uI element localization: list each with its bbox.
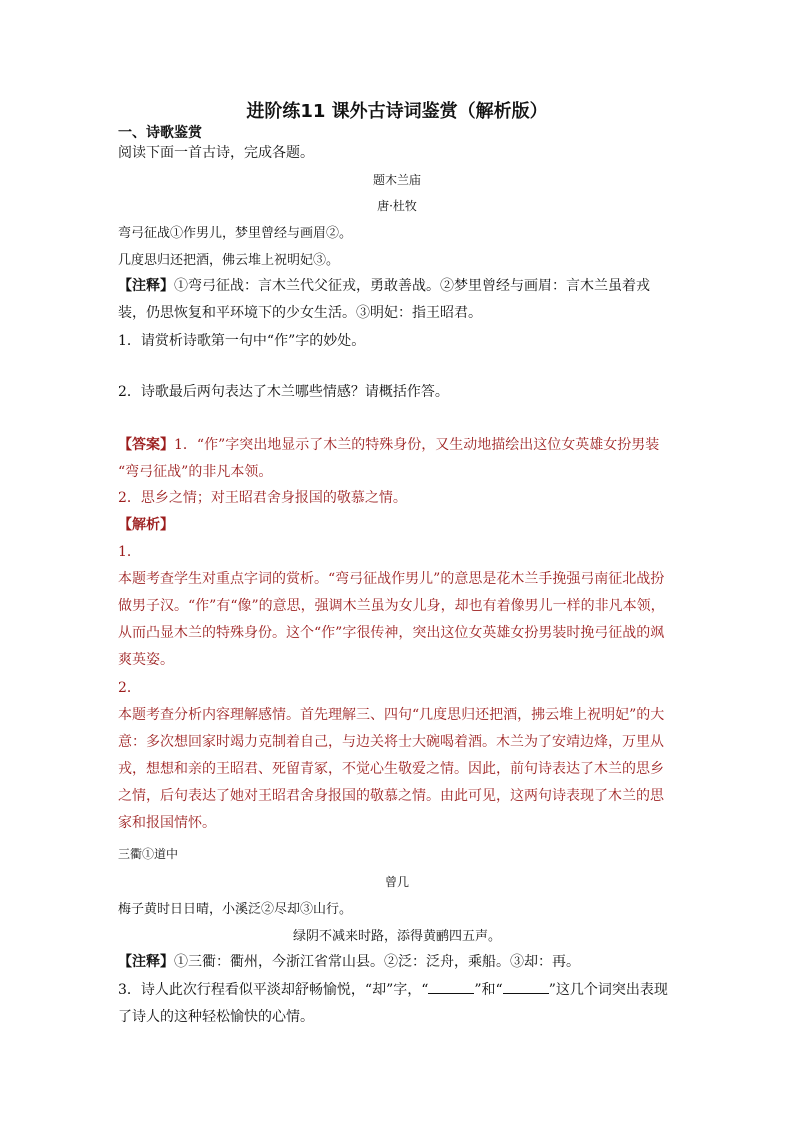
instruction: 阅读下面一首古诗，完成各题。 (118, 145, 314, 161)
question-3-part1: 3．诗人此次行程看似平淡却舒畅愉悦，“却”字，“ (118, 982, 429, 998)
poem1-line1: 弯弓征战①作男儿，梦里曾经与画眉②。 (118, 226, 353, 241)
poem1-line2: 几度思归还把酒，佛云堆上祝明妃③。 (118, 253, 340, 268)
analysis-p2-line5: 家和报国情怀。 (118, 815, 216, 831)
analysis-p1-line2: 做男子汉。“作”有“像”的意思，强调木兰虽为女儿身，却也有着像男儿一样的非凡本领， (118, 598, 665, 614)
poem2-author: 曾几 (384, 875, 409, 889)
note2-line (118, 951, 678, 971)
question-3-line2: 了诗人的这种轻松愉快的心情。 (118, 1009, 314, 1025)
note2-text: ①三衢：衢州，今浙江省常山县。②泛：泛舟，乘船。③却：再。 (174, 954, 580, 970)
poem2-line2: 绿阴不减来时路，添得黄鹂四五声。 (292, 929, 501, 944)
answer-blank-1 (428, 981, 474, 994)
question-2: 2．诗歌最后两句表达了木兰哪些情感？请概括作答。 (118, 384, 449, 400)
analysis-p2-line1: 本题考查分析内容理解感情。首先理解三、四句“几度思归还把酒，拂云堆上祝明妃”的大 (118, 707, 665, 723)
answer-label: 【答案】 (118, 437, 174, 453)
question-3-line1 (118, 979, 678, 999)
analysis-label: 【解析】 (118, 517, 174, 533)
question-3-part3: ”这几个词突出表现 (548, 982, 668, 998)
poem1-author: 唐·杜牧 (377, 199, 417, 213)
analysis-num1: 1． (118, 544, 141, 560)
analysis-num2: 2． (118, 680, 141, 696)
answer-line2: “弯弓征战”的非凡本领。 (118, 464, 273, 480)
note1-line1 (118, 275, 678, 295)
analysis-p1-line3: 从而凸显木兰的特殊身份。这个“作”字很传神，突出这位女英雄女扮男装时挽弓征战的飒 (118, 625, 665, 641)
answer-line1 (118, 434, 678, 454)
poem1-title: 题木兰庙 (372, 173, 421, 187)
analysis-p1-line4: 爽英姿。 (118, 652, 174, 668)
poem2-title: 三衢①道中 (118, 847, 179, 861)
note1-line2: 装，仍思恢复和平环境下的少女生活。③明妃：指王昭君。 (118, 305, 482, 321)
page-title: 进阶练11 课外古诗词鉴赏（解析版） (246, 101, 548, 122)
analysis-p2-line4: 之情，后句表达了她对王昭君舍身报国的敬慕之情。由此可见，这两句诗表现了木兰的思 (118, 788, 664, 804)
poem2-line1: 梅子黄时日日晴，小溪泛②尽却③山行。 (118, 902, 353, 917)
answer-text1: 1．“作”字突出地显示了木兰的特殊身份，又生动地描绘出这位女英雄女扮男装 (174, 437, 660, 453)
note1-text1: ①弯弓征战：言木兰代父征戎，勇敢善战。②梦里曾经与画眉：言木兰虽着戎 (174, 278, 650, 294)
question-3-part2: ”和“ (474, 982, 503, 998)
answer-line3: 2．思乡之情；对王昭君舍身报国的敬慕之情。 (118, 490, 407, 506)
answer-blank-2 (503, 981, 549, 994)
section-heading: 一、诗歌鉴赏 (118, 125, 202, 141)
question-1: 1．请赏析诗歌第一句中“作”字的妙处。 (118, 333, 366, 349)
analysis-p2-line2: 意：多次想回家时竭力克制着自己，与边关将士大碗喝着酒。木兰为了安靖边烽，万里从 (118, 734, 664, 750)
note2-label: 【注释】 (118, 954, 174, 970)
note1-label: 【注释】 (118, 278, 174, 294)
analysis-p1-line1: 本题考查学生对重点字词的赏析。“弯弓征战作男儿”的意思是花木兰手挽强弓南征北战扮 (118, 571, 665, 587)
analysis-p2-line3: 戎，想想和亲的王昭君、死留青冢，不觉心生敬爱之情。因此，前句诗表达了木兰的思乡 (118, 761, 664, 777)
